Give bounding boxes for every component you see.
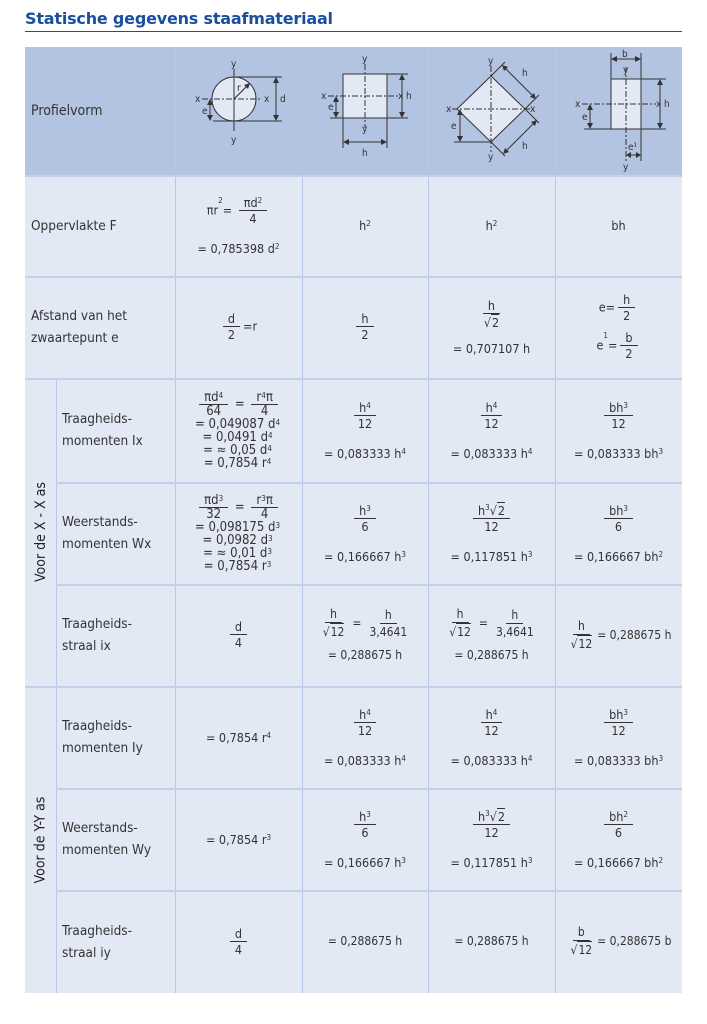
grid-line bbox=[56, 482, 682, 484]
wy-moment-rect: $\frac{bh^2}{6}$ = 0,166667 $bh^2$ bbox=[573, 808, 664, 870]
area-square: $h^2$ bbox=[359, 218, 371, 233]
axis-y-label: y bbox=[488, 55, 494, 67]
axis-y-label: y bbox=[230, 61, 236, 70]
header-label-cell bbox=[25, 47, 175, 175]
axis-y-label: y bbox=[622, 64, 628, 76]
iy-radius-rect: $\frac{b}{√12}$ = 0,288675 b bbox=[570, 925, 672, 957]
area-rect: bh bbox=[611, 218, 626, 233]
height-label: h bbox=[663, 98, 670, 110]
grid-line bbox=[56, 788, 682, 790]
axis-y-label: y bbox=[362, 56, 368, 65]
iy-moment-circle: = 0,7854 $r^4$ bbox=[205, 729, 272, 745]
square-profile-icon bbox=[310, 56, 420, 166]
rectangle-profile-icon bbox=[564, 49, 674, 174]
wy-moment-circle: = 0,7854 $r^3$ bbox=[205, 831, 272, 847]
width-label: h bbox=[362, 148, 368, 159]
wx-moment-rect: $\frac{bh^3}{6}$ = 0,166667 $bh^2$ bbox=[573, 502, 664, 564]
axis-y-label: y bbox=[230, 135, 236, 146]
row-ix-moment-label: Traagheids- momenten Ix bbox=[62, 411, 143, 449]
static-data-table bbox=[25, 47, 682, 993]
iy-moment-square: $\frac{h^4}{12}$ = 0,083333 $h^4$ bbox=[324, 706, 406, 768]
side-label: h bbox=[522, 67, 528, 79]
grid-line bbox=[56, 584, 682, 586]
grid-line bbox=[25, 175, 682, 177]
wy-moment-diamond: $\frac{h^3√2}{12}$ = 0,117851 $h^3$ bbox=[450, 809, 533, 870]
axis-y-label: y bbox=[488, 151, 494, 163]
row-ix-radius-label: Traagheids- straal ix bbox=[62, 616, 132, 654]
wy-moment-square: $\frac{h^3}{6}$ = 0,166667 $h^3$ bbox=[324, 808, 406, 870]
width-label: b bbox=[621, 48, 628, 60]
iy-radius-square: = 0,288675 h bbox=[327, 934, 403, 948]
ix-radius-circle: $\frac{d}{4}$ bbox=[175, 584, 302, 686]
header-square-cell bbox=[302, 47, 428, 175]
iy-radius-diamond: = 0,288675 h bbox=[454, 934, 529, 948]
axis-x-label: x bbox=[194, 94, 200, 105]
axis-x-label: x bbox=[321, 91, 327, 102]
header-circle-cell bbox=[175, 47, 302, 175]
grid-line bbox=[555, 47, 556, 993]
e-label: e bbox=[581, 111, 588, 123]
area-circle: $\pi r^2=$ $\frac{\pi d^2}{4}$ = 0,785398 $d^2$ bbox=[197, 195, 280, 256]
radius-label: r bbox=[236, 83, 241, 94]
e-label: e bbox=[328, 102, 334, 113]
axis-x-label: x bbox=[398, 91, 404, 102]
side-label: h bbox=[522, 140, 528, 152]
axis-x-label: x bbox=[263, 94, 269, 105]
diamond-profile-icon bbox=[434, 54, 549, 169]
group-y-axis-label: Voor de Y-Y as bbox=[32, 796, 49, 883]
row-wx-moment-label: Weerstands- momenten Wx bbox=[62, 514, 152, 552]
header-rect-cell bbox=[555, 47, 682, 175]
centroid-square: $\frac{h}{2}$ bbox=[302, 276, 428, 378]
centroid-diamond: $\frac{h}{√2}$ = 0,707107 h bbox=[452, 298, 531, 356]
iy-moment-rect: $\frac{bh^3}{12}$ = 0,083333 $bh^3$ bbox=[573, 706, 664, 768]
axis-y-label: y bbox=[362, 124, 368, 135]
ix-moment-circle: $\frac{\pi d^4}{64}$ = $\frac{r^4\pi}{4}$ = 0,049087 $d^4$ = 0,0491 $d^4$ = ≈ 0,05 $d^4$ = 0,7854 $r^4$ bbox=[195, 389, 281, 471]
iy-radius-circle: $\frac{d}{4}$ bbox=[175, 890, 302, 993]
ix-radius-square: $\frac{h}{√12}$ = $\frac{h}{3,4641}$ = 0,288675 h bbox=[322, 607, 408, 662]
page-title: Statische gegevens staafmateriaal bbox=[25, 9, 333, 28]
title-underline bbox=[25, 31, 682, 32]
ix-radius-diamond: $\frac{h}{√12}$ = $\frac{h}{3,4641}$ = 0,288675 h bbox=[449, 607, 534, 662]
grid-line bbox=[25, 378, 682, 380]
wx-moment-square: $\frac{h^3}{6}$ = 0,166667 $h^3$ bbox=[324, 502, 406, 564]
axis-x-label: x bbox=[530, 103, 536, 115]
group-x-axis-label: Voor de X - X as bbox=[32, 482, 49, 582]
e-label: e bbox=[201, 106, 208, 117]
row-wy-moment-label: Weerstands- momenten Wy bbox=[62, 820, 152, 858]
row-centroid-label: Afstand van het zwaartepunt e bbox=[31, 308, 128, 346]
grid-line bbox=[25, 686, 682, 688]
ix-moment-square: $\frac{h^4}{12}$ = 0,083333 $h^4$ bbox=[324, 399, 406, 461]
row-iy-radius-label: Traagheids- straal iy bbox=[62, 922, 132, 961]
grid-line bbox=[428, 47, 429, 993]
wx-moment-circle: $\frac{\pi d^3}{32}$ = $\frac{r^3\pi}{4}$ = 0,098175 $d^3$ = 0,0982 $d^3$ = ≈ 0,01 $d^3$ = 0,7854 $r^3$ bbox=[195, 492, 281, 574]
circle-profile-icon bbox=[184, 61, 294, 161]
row-iy-moment-label: Traagheids- momenten Iy bbox=[62, 718, 143, 756]
row-area-label: Oppervlakte F bbox=[31, 217, 117, 234]
axis-x-label: x bbox=[574, 98, 580, 110]
axis-y-label: y bbox=[622, 161, 628, 173]
grid-line bbox=[25, 276, 682, 278]
grid-line bbox=[56, 890, 682, 892]
height-label: h bbox=[406, 91, 412, 102]
e-label: e bbox=[451, 120, 457, 132]
header-label: Profielvorm bbox=[31, 103, 103, 119]
header-diamond-cell bbox=[428, 47, 555, 175]
area-diamond: $h^2$ bbox=[485, 218, 498, 233]
ix-moment-diamond: $\frac{h^4}{12}$ = 0,083333 $h^4$ bbox=[450, 399, 533, 461]
centroid-rect: e= $\frac{h}{2}$ $e^1=$ $\frac{b}{2}$ bbox=[555, 276, 682, 378]
e1-label: e¹ bbox=[627, 141, 637, 153]
ix-moment-rect: $\frac{bh^3}{12}$ = 0,083333 $bh^3$ bbox=[573, 399, 664, 461]
iy-moment-diamond: $\frac{h^4}{12}$ = 0,083333 $h^4$ bbox=[450, 706, 533, 768]
wx-moment-diamond: $\frac{h^3√2}{12}$ = 0,117851 $h^3$ bbox=[450, 503, 533, 564]
centroid-circle: $\frac{d}{2}$ =r bbox=[175, 276, 302, 378]
ix-radius-rect: $\frac{h}{√12}$ = 0,288675 h bbox=[570, 618, 672, 651]
axis-x-label: x bbox=[655, 98, 661, 110]
diameter-label: d bbox=[279, 94, 286, 105]
grid-line bbox=[302, 47, 303, 993]
axis-x-label: x bbox=[446, 103, 452, 115]
grid-line bbox=[175, 47, 176, 993]
